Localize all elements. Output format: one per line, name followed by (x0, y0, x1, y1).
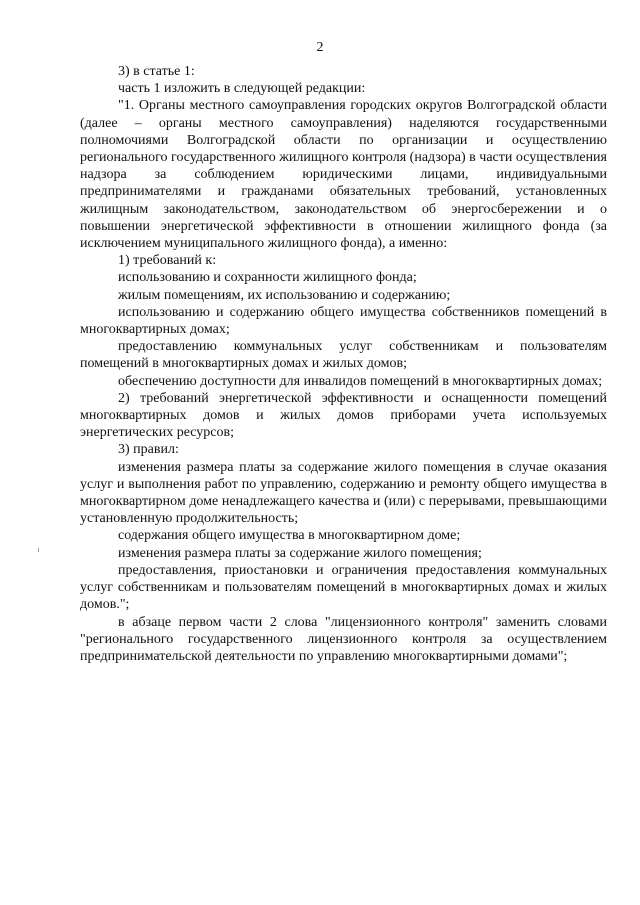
paragraph-item-2: 2) требований энергетической эффективности и оснащенности помещений многоквартирных домов и жилых домов приборами учета используемых энергетических ресурсов; (80, 390, 607, 441)
document-body (80, 63, 607, 665)
list-item: содержания общего имущества в многоквартирном доме; (118, 528, 461, 544)
list-item: предоставления, приостановки и ограничения предоставления коммунальных услуг собственникам и пользователям помещений в многоквартирных домах и жилых домов."; (80, 562, 607, 613)
paragraph-part-2-amendment: в абзаце первом части 2 слова "лицензионного контроля" заменить словами "регионального государственного лицензионного контроля за осуществлением предпринимательской деятельности по управлению многоквартирными домами"; (80, 614, 607, 664)
margin-mark (38, 548, 39, 552)
list-item: изменения размера платы за содержание жилого помещения; (118, 545, 482, 561)
page-number: 2 (316, 40, 324, 55)
paragraph-part-1-text: "1. Органы местного самоуправления городских округов Волгоградской области (далее – органы местного самоуправления) наделяются государственными полномочиями Волгоградской области по организации и осуществлению регионального государственного жилищного контроля (надзора) в части осуществления надзора за соблюдением юридическими лицами, индивидуальными предпринимателями и гражданами обязательных требований, установленных жилищным законодательством, законодательством об энергосбережении и о повышении энергетической эффективности в отношении жилищного фонда (за исключением муниципального жилищного фонда), а именно: (80, 98, 607, 252)
paragraph-item-3-heading: 3) правил: (118, 442, 179, 458)
list-item: изменения размера платы за содержание жилого помещения в случае оказания услуг и выполнения работ по управлению, содержанию и ремонту общего имущества в многоквартирном доме ненадлежащего качества и (или) с перерывами, превышающими установленную продолжительность; (80, 459, 607, 527)
list-item: предоставлению коммунальных услуг собственникам и пользователям помещений в многоквартирных домах и жилых домов; (80, 339, 607, 372)
list-item: использованию и содержанию общего имущества собственников помещений в многоквартирных домах; (80, 304, 607, 338)
paragraph-item-1-heading: 1) требований к: (118, 253, 217, 269)
list-item: использованию и сохранности жилищного фонда; (118, 270, 417, 286)
paragraph-article-1-heading: 3) в статье 1: (118, 64, 195, 79)
list-item: обеспечению доступности для инвалидов помещений в многоквартирных домах; (118, 373, 603, 389)
paragraph-part-1-intro: часть 1 изложить в следующей редакции: (118, 81, 366, 97)
list-item: жилым помещениям, их использованию и содержанию; (118, 287, 451, 303)
